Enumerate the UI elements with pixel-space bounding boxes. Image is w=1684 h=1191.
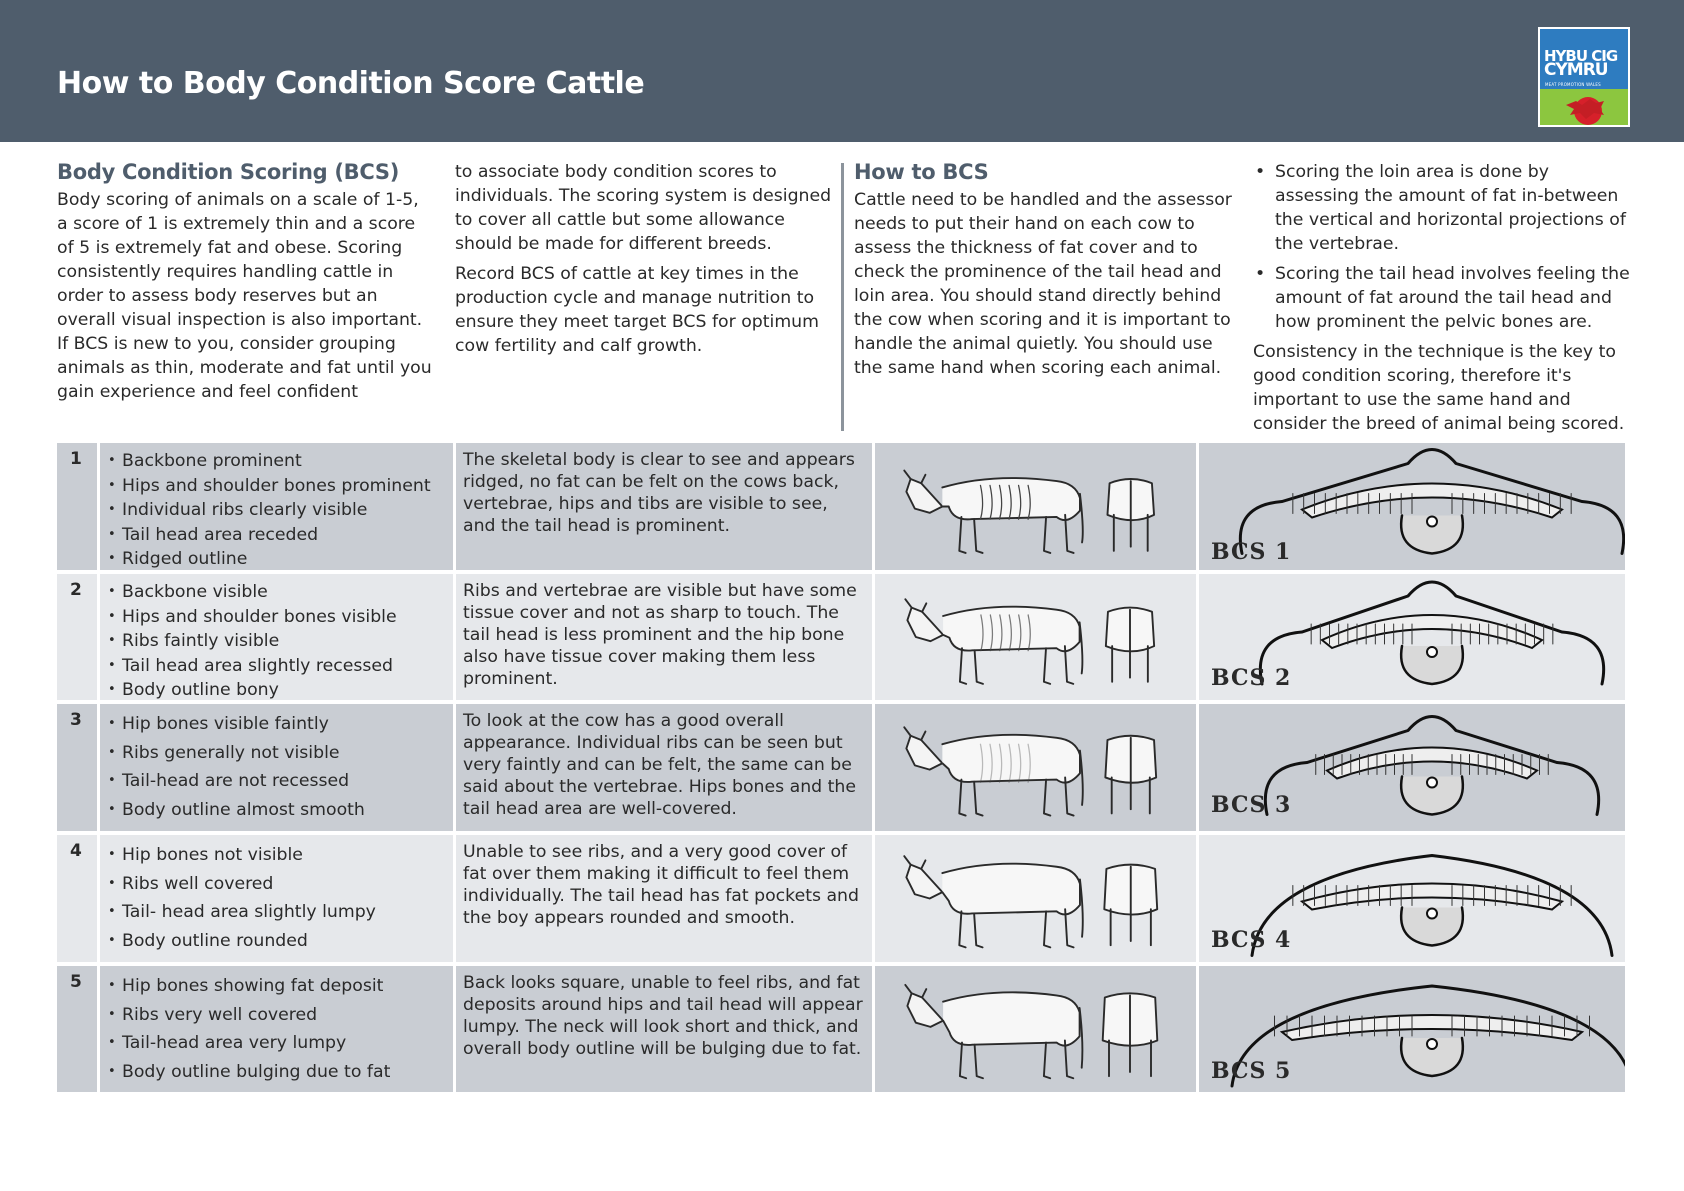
cow-illustration-cell	[875, 704, 1196, 831]
how-paragraph-1: Cattle need to be handled and the assessor needs to put their hand on each cow to assess the thickness of fat cover and to check the prominence of the tail head and loin area. You should stand directly behind the cow when scoring and it is important to handle the animal quietly. You should use the same hand when scoring each animal.	[854, 190, 1232, 378]
indicator-list	[100, 704, 453, 824]
cow-side-and-rear-illustration	[875, 835, 1196, 962]
score-cell	[57, 704, 97, 831]
how-to-bcs-heading: How to BCS	[854, 160, 989, 184]
indicator-item: • Ribs well covered	[108, 870, 453, 899]
indicator-item: • Backbone prominent	[108, 449, 453, 474]
cow-illustration-cell	[875, 443, 1196, 570]
indicators-cell	[100, 704, 453, 831]
indicator-item: • Body outline rounded	[108, 927, 453, 956]
indicator-item: • Ridged outline	[108, 547, 453, 572]
bcs-diagram-label: BCS 1	[1211, 539, 1292, 565]
score-description: To look at the cow has a good overall appearance. Individual ribs can be seen but very faintly and can be felt, the same can be said about the vertebrae. Hips bones and the tail head area are well-covered.	[463, 711, 856, 819]
bcs-row-3	[57, 704, 1625, 831]
bcs-row-2	[57, 574, 1625, 700]
indicator-item: • Tail-head area very lumpy	[108, 1029, 453, 1058]
bcs-heading: Body Condition Scoring (BCS)	[57, 160, 399, 184]
cow-illustration-cell	[875, 835, 1196, 962]
indicator-list	[100, 443, 453, 572]
indicator-item: • Hips and shoulder bones visible	[108, 605, 453, 630]
indicator-item: • Backbone visible	[108, 580, 453, 605]
score-cell	[57, 574, 97, 700]
indicator-item: • Individual ribs clearly visible	[108, 498, 453, 523]
indicator-item: • Hip bones not visible	[108, 841, 453, 870]
indicator-item: • Ribs faintly visible	[108, 629, 453, 654]
indicator-item: • Ribs very well covered	[108, 1001, 453, 1030]
how-bullet: • Scoring the tail head involves feeling the amount of fat around the tail head and how prominent the pelvic bones are.	[1253, 262, 1637, 334]
bcs-paragraph-1-part-a: Body scoring of animals on a scale of 1-5, a score of 1 is extremely thin and a score of 5 is extremely fat and obese. Scoring consistently requires handling cattle in order to assess body reserves but an overall visual inspection is also important. If BCS is new to you, consider grouping animals as thin, moderate and fat until you gain experience and feel confident	[57, 190, 432, 402]
bcs-diagram-label: BCS 2	[1211, 665, 1292, 691]
hcc-logo	[1538, 27, 1630, 127]
score-number: 3	[70, 710, 82, 730]
cow-illustration-cell	[875, 966, 1196, 1092]
bcs-diagram-label: BCS 4	[1211, 927, 1292, 953]
indicators-cell	[100, 835, 453, 962]
score-description: Ribs and vertebrae are visible but have some tissue cover and not as sharp to touch. The tail head is less prominent and the hip bone also have tissue cover making them less prominent.	[463, 581, 857, 689]
cow-side-and-rear-illustration	[875, 574, 1196, 700]
bcs-row-1	[57, 443, 1625, 570]
score-cell	[57, 835, 97, 962]
how-paragraph-2: Consistency in the technique is the key to good condition scoring, therefore it's important to use the same hand and consider the breed of animal being scored.	[1253, 342, 1625, 434]
indicator-item: • Hip bones visible faintly	[108, 710, 453, 739]
welsh-dragon-icon	[1560, 89, 1610, 125]
cow-side-and-rear-illustration	[875, 704, 1196, 831]
bcs-diagram-label: BCS 3	[1211, 792, 1292, 818]
indicator-list	[100, 574, 453, 703]
indicator-item: • Hip bones showing fat deposit	[108, 972, 453, 1001]
bcs-paragraph-2: Record BCS of cattle at key times in the production cycle and manage nutrition to ensure they meet target BCS for optimum cow fertility and calf growth.	[455, 264, 819, 356]
indicator-item: • Body outline bulging due to fat	[108, 1058, 453, 1087]
indicator-item: • Ribs generally not visible	[108, 739, 453, 768]
indicator-item: • Tail head area slightly recessed	[108, 654, 453, 679]
page-title: How to Body Condition Score Cattle	[57, 66, 645, 101]
indicator-item: • Body outline almost smooth	[108, 796, 453, 825]
score-number: 2	[70, 580, 82, 600]
loin-cross-section-cell	[1199, 966, 1625, 1092]
score-number: 4	[70, 841, 82, 861]
intro-column-4	[1253, 160, 1637, 442]
description-cell	[456, 835, 872, 962]
indicator-item: • Tail-head are not recessed	[108, 767, 453, 796]
intro-column-2	[455, 160, 835, 364]
bcs-row-5	[57, 966, 1625, 1092]
cow-side-and-rear-illustration	[875, 443, 1196, 570]
column-divider	[841, 163, 844, 431]
loin-cross-section-cell	[1199, 835, 1625, 962]
bcs-diagram-label: BCS 5	[1211, 1058, 1292, 1084]
logo-line-2: CYMRU	[1544, 60, 1608, 80]
indicator-item: • Tail- head area slightly lumpy	[108, 898, 453, 927]
indicator-list	[100, 835, 453, 955]
score-number: 1	[70, 449, 82, 469]
cow-side-and-rear-illustration	[875, 966, 1196, 1092]
indicator-item: • Hips and shoulder bones prominent	[108, 474, 453, 499]
score-cell	[57, 443, 97, 570]
loin-cross-section-cell	[1199, 574, 1625, 700]
score-cell	[57, 966, 97, 1092]
bcs-paragraph-1-part-b: to associate body condition scores to individuals. The scoring system is designed to cover all cattle but some allowance should be made for different breeds.	[455, 162, 832, 254]
indicators-cell	[100, 574, 453, 700]
score-description: Back looks square, unable to feel ribs, and fat deposits around hips and tail head will appear lumpy. The neck will look short and thick, and overall body outline will be bulging due to fat.	[463, 973, 863, 1059]
description-cell	[456, 443, 872, 570]
intro-column-1	[57, 160, 432, 410]
score-description: The skeletal body is clear to see and appears ridged, no fat can be felt on the cows back, vertebrae, hips and tibs are visible to see, and the tail head is prominent.	[463, 450, 855, 536]
indicator-list	[100, 966, 453, 1086]
description-cell	[456, 574, 872, 700]
logo-line-3: MEAT PROMOTION WALES	[1545, 82, 1601, 87]
intro-column-3	[854, 160, 1236, 386]
loin-cross-section-cell	[1199, 704, 1625, 831]
cow-illustration-cell	[875, 574, 1196, 700]
bcs-row-4	[57, 835, 1625, 962]
indicator-item: • Body outline bony	[108, 678, 453, 703]
indicators-cell	[100, 443, 453, 570]
loin-cross-section-cell	[1199, 443, 1625, 570]
description-cell	[456, 704, 872, 831]
description-cell	[456, 966, 872, 1092]
indicator-item: • Tail head area receded	[108, 523, 453, 548]
logo-line-1: HYBU CIG	[1544, 47, 1618, 65]
page-header	[0, 0, 1684, 142]
how-bullets	[1253, 160, 1637, 334]
indicators-cell	[100, 966, 453, 1092]
how-bullet: • Scoring the loin area is done by assessing the amount of fat in-between the vertical and horizontal projections of the vertebrae.	[1253, 160, 1637, 256]
score-number: 5	[70, 972, 82, 992]
score-description: Unable to see ribs, and a very good cover of fat over them making it difficult to feel them individually. The tail head has fat pockets and the boy appears rounded and smooth.	[463, 842, 859, 928]
